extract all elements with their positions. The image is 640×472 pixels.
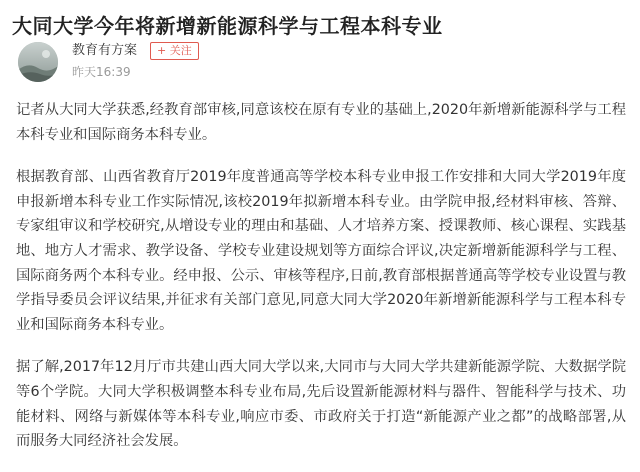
- author-name[interactable]: 教育有方案: [72, 43, 138, 58]
- article-body: [16, 98, 626, 472]
- author-info: [12, 42, 612, 82]
- author-avatar[interactable]: [18, 42, 58, 82]
- avatar-image: [18, 42, 58, 82]
- article-title: 大同大学今年将新增新能源科学与工程本科专业: [12, 14, 443, 38]
- article-paragraph: 根据教育部、山西省教育厅2019年度普通高等学校本科专业申报工作安排和大同大学2019年度申报新增本科专业工作实际情况,该校2019年拟新增本科专业。由学院申报,经材料审核、答辩、专家组审议和学校研究,从增设专业的理由和基础、人才培养方案、授课教师、核心课程、实践基地、地方人才需求、教学设备、学校专业建设规划等方面综合评议,决定新增新能源科学与工程、国际商务两个本科专业。经申报、公示、审核等程序,日前,教育部根据普通高等学校专业设置与教学指导委员会评议结果,并征求有关部门意见,同意大同大学2020年新增新能源科学与工程本科专业和国际商务本科专业。: [16, 169, 626, 333]
- article-paragraph: 记者从大同大学获悉,经教育部审核,同意该校在原有专业的基础上,2020年新增新能源科学与工程本科专业和国际商务本科专业。: [16, 102, 626, 143]
- article-paragraph: 据了解,2017年12月厅市共建山西大同大学以来,大同市与大同大学共建新能源学院、大数据学院等6个学院。大同大学积极调整本科专业布局,先后设置新能源材料与器件、智能科学与技术、功能材料、网络与新媒体等本科专业,响应市委、市政府关于打造“新能源产业之都”的战略部署,从而服务大同经济社会发展。: [16, 359, 626, 450]
- follow-button[interactable]: + 关注: [150, 42, 199, 60]
- publish-time: 昨天16:39: [72, 65, 131, 79]
